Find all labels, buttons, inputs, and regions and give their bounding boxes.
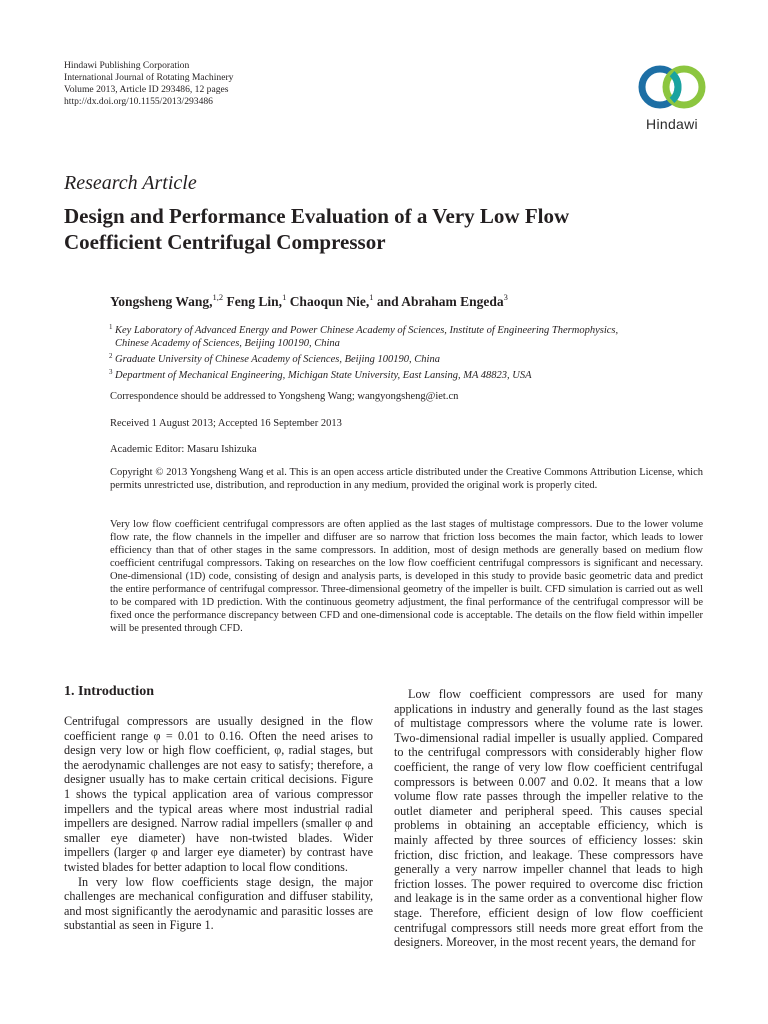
hindawi-rings-icon xyxy=(630,60,714,114)
journal-name: International Journal of Rotating Machinery xyxy=(64,72,234,83)
abstract: Very low flow coefficient centrifugal compressors are often applied as the last stages of multistage compressors. Due to the lower volume flow rate, the flow channels in the impeller and diffuser are so narrow that friction loss becomes the main factor, which leads to lower efficiency than that of other stages in the same compressors. In addition, most of design methods are generally based on medium flow coefficient centrifugal compressors. Taking on researches on the low flow coefficient centrifugal compressors is significant and necessary. One-dimensional (1D) code, consisting of design and analysis parts, is developed in this study to provide basic geometric data and predict the entire performance of centrifugal compressor. Three-dimensional geometry of the impeller is built. CFD simulation is carried out as well to be compared with 1D prediction. With the continuous geometry adjustment, the final performance of the centrifugal compressor will be fixed once the performance discrepancy between CFD and one-dimensional code is acceptable. The details on the flow field within impeller will be presented through CFD. xyxy=(110,519,703,634)
affiliation-1 xyxy=(110,324,618,337)
affiliation-number: 2 xyxy=(109,352,113,360)
affiliation-text: Department of Mechanical Engineering, Michigan State University, East Lansing, MA 48823, USA xyxy=(115,370,532,381)
correspondence-line: Correspondence should be addressed to Yongsheng Wang; wangyongsheng@iet.cn xyxy=(110,391,459,402)
academic-editor-line: Academic Editor: Masaru Ishizuka xyxy=(110,444,257,455)
affiliation-number: 3 xyxy=(109,368,113,376)
affiliation-text: Key Laboratory of Advanced Energy and Power Chinese Academy of Sciences, Institute of Engineering Thermophysics, xyxy=(115,325,619,336)
author-name: and Abraham Engeda xyxy=(373,294,504,309)
title-line-1: Design and Performance Evaluation of a Very Low Flow xyxy=(64,204,570,228)
author-affil-sup: 1 xyxy=(282,292,287,302)
hindawi-wordmark: Hindawi xyxy=(646,116,698,132)
author-affil-sup: 3 xyxy=(503,292,508,302)
received-accepted-line: Received 1 August 2013; Accepted 16 September 2013 xyxy=(110,418,342,429)
paragraph: Centrifugal compressors are usually designed in the flow coefficient range φ = 0.01 to 0.16. Often the need arises to design very low or high flow coefficient, φ, radial stages, but the aerodynamic challenges are not easy to satisfy; therefore, a designer usually has to make certain critical decisions. Figure 1 shows the typical application area of various compressor impellers and the typical areas where most industrial radial impellers are designed. Narrow radial impellers (smaller φ and smaller eye diameter) have non-twisted blades. Wider impellers (larger φ and larger eye diameter) by contrast have twisted blades for better adaption to local flow conditions. xyxy=(64,714,373,874)
affiliation-1-continued: Chinese Academy of Sciences, Beijing 100190, China xyxy=(115,338,340,349)
volume-info: Volume 2013, Article ID 293486, 12 pages xyxy=(64,84,229,95)
author-name: Feng Lin, xyxy=(223,294,283,309)
author-list xyxy=(110,292,508,310)
doi-link[interactable]: http://dx.doi.org/10.1155/2013/293486 xyxy=(64,96,213,107)
author-name: Yongsheng Wang, xyxy=(110,294,213,309)
affiliation-2 xyxy=(110,353,618,366)
affiliation-text: Graduate University of Chinese Academy of Sciences, Beijing 100190, China xyxy=(115,354,440,365)
paragraph: Low flow coefficient compressors are used for many applications in industry and generally found as the last stages of multistage compressors where the volume rate is lower. Two-dimensional radial impeller is usually applied. Compared to the centrifugal compressors with considerably higher flow coefficient, the range of very low flow coefficient centrifugal compressors is between 0.007 and 0.02. It means that a low volume flow rate passes through the impeller relative to the outlet diameter and peripheral speed. This causes special problems in obtaining an acceptable efficiency, which is mainly affected by three sources of efficiency losses: skin friction, disc friction, and leakage. These compressors have generally a very narrow impeller channel that leads to high friction losses. The power required to overcome disc friction and leakage is in the same order as a conventional higher flow stage. Therefore, efficient design of low flow coefficient centrifugal compressors still needs more great effort from the designers. Moreover, in the most recent years, the demand for xyxy=(394,687,703,950)
affiliation-number: 1 xyxy=(109,323,113,331)
hindawi-logo xyxy=(630,60,714,134)
section-heading-introduction: 1. Introduction xyxy=(64,684,154,699)
title-line-2: Coefficient Centrifugal Compressor xyxy=(64,230,386,254)
author-affil-sup: 1,2 xyxy=(212,292,224,302)
publisher-name: Hindawi Publishing Corporation xyxy=(64,60,190,71)
body-column-right xyxy=(394,687,703,950)
article-title xyxy=(64,203,704,255)
affiliation-3 xyxy=(110,369,618,382)
author-name: Chaoqun Nie, xyxy=(286,294,370,309)
body-column-left xyxy=(64,714,373,933)
paragraph: In very low flow coefficients stage design, the major challenges are mechanical configuration and diffuser stability, and most significantly the aerodynamic and parasitic losses are substantial as seen in Figure 1. xyxy=(64,874,373,933)
journal-header xyxy=(64,60,233,108)
article-type: Research Article xyxy=(64,172,197,194)
affiliations xyxy=(110,324,618,382)
copyright-notice: Copyright © 2013 Yongsheng Wang et al. This is an open access article distributed under the Creative Commons Attribution License, which permits unrestricted use, distribution, and reproduction in any medium, provided the original work is properly cited. xyxy=(110,467,703,491)
author-affil-sup: 1 xyxy=(369,292,374,302)
